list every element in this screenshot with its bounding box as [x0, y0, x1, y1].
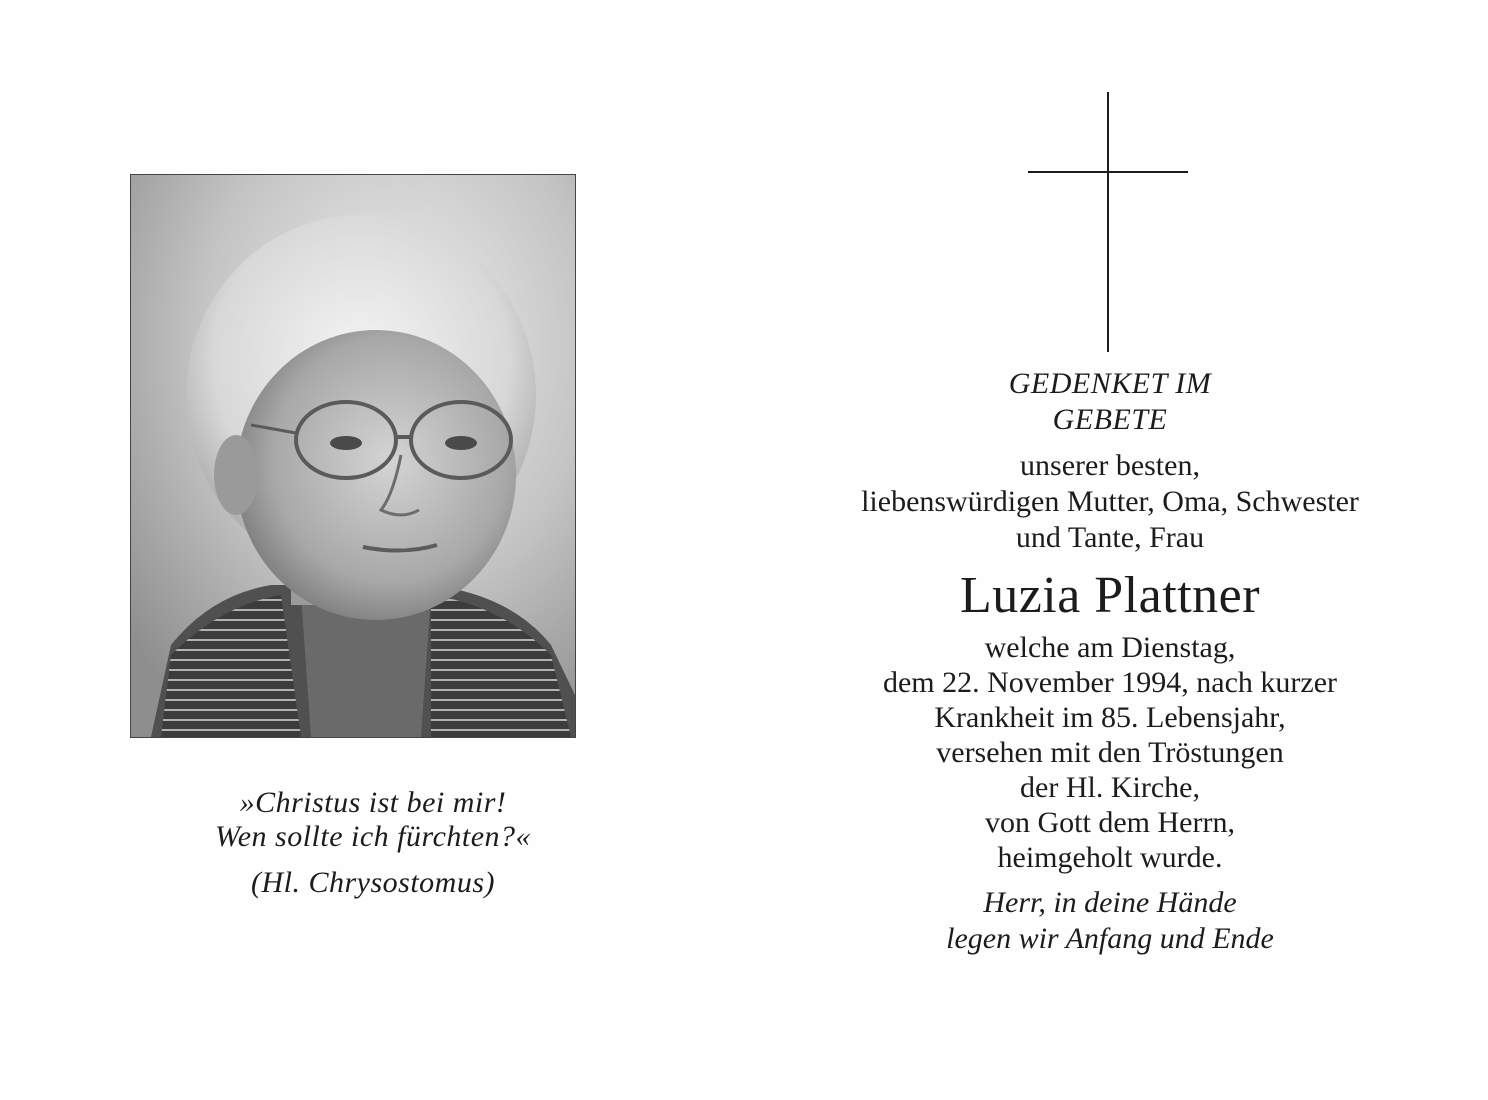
body-line-1: welche am Dienstag, [984, 631, 1236, 664]
body-line-3: Krankheit im 85. Lebensjahr, [934, 701, 1286, 734]
intro-line-2: liebenswürdigen Mutter, Oma, Schwester [861, 485, 1359, 518]
body-line-7: heimgeholt wurde. [997, 841, 1223, 874]
intro [760, 448, 1460, 556]
heading-line-2: GEBETE [1052, 403, 1168, 436]
bible-quote [130, 786, 616, 900]
heading-line-1: GEDENKET IM [1008, 367, 1212, 400]
portrait-illustration [131, 175, 575, 737]
body-line-2: dem 22. November 1994, nach kurzer [882, 666, 1337, 699]
closing-line-1: Herr, in deine Hände [983, 886, 1237, 919]
closing-prayer [760, 885, 1460, 957]
heading [760, 366, 1460, 438]
intro-line-3: und Tante, Frau [1015, 521, 1205, 554]
body-line-4: versehen mit den Tröstungen [936, 736, 1284, 769]
intro-line-1: unserer besten, [1020, 449, 1200, 482]
quote-line-2: Wen sollte ich fürchten?« [214, 820, 532, 853]
death-notice [760, 630, 1460, 875]
body-line-5: der Hl. Kirche, [1020, 771, 1200, 804]
cross-icon [1028, 92, 1188, 352]
quote-line-1: »Christus ist bei mir! [239, 786, 507, 819]
deceased-name: Luzia Plattner [959, 567, 1261, 624]
quote-source: (Hl. Chrysostomus) [250, 866, 495, 899]
body-line-6: von Gott dem Herrn, [985, 806, 1235, 839]
portrait-photo [130, 174, 576, 738]
closing-line-2: legen wir Anfang und Ende [946, 922, 1274, 955]
memorial-text [760, 366, 1460, 957]
